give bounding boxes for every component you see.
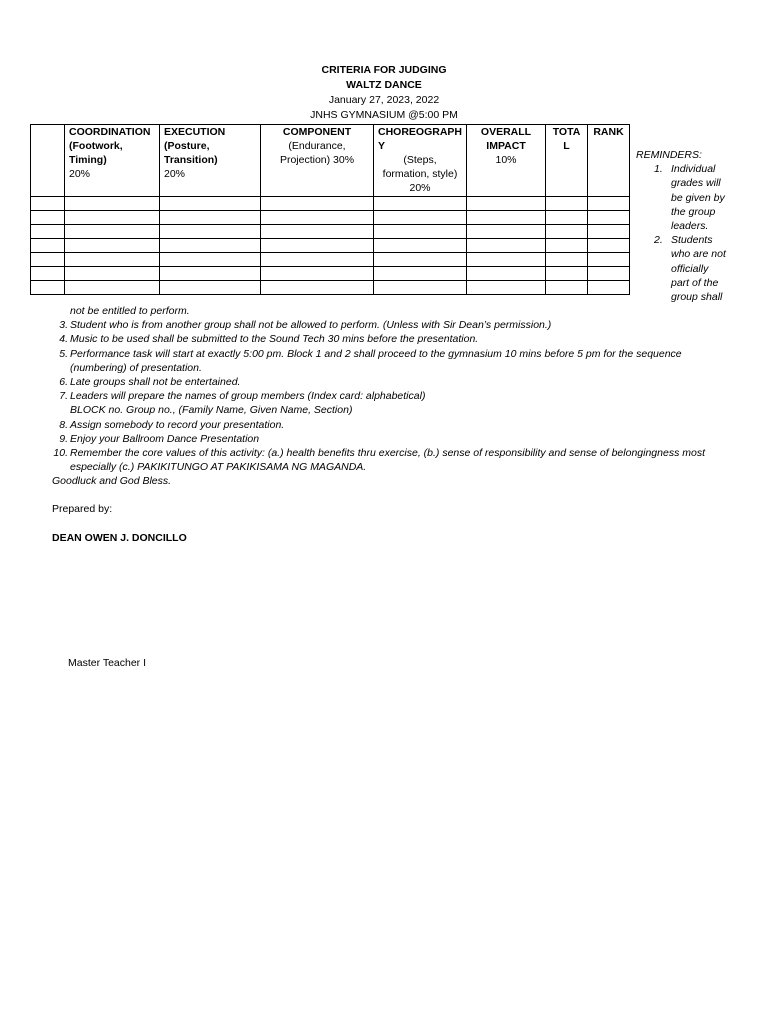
reminder-item-3: 3. Student who is from another group shall not be allowed to perform. (Unless with Sir Dean’s permission.) bbox=[59, 319, 552, 332]
document-subtitle: WALTZ DANCE bbox=[346, 79, 422, 91]
reminders-heading: REMINDERS: bbox=[636, 149, 702, 161]
reminder-item-5: 5. Performance task will start at exactly 5:00 pm. Block 1 and 2 shall proceed to the gymnasium 10 mins before 5 pm for the sequence bbox=[59, 347, 682, 360]
reminder-item-5-continued: (numbering) of presentation. bbox=[70, 361, 202, 374]
table-row bbox=[31, 225, 630, 239]
coordination-column-header: COORDINATION (Footwork, Timing) 20% bbox=[65, 125, 160, 197]
reminder-item-8: 8. Assign somebody to record your presentation. bbox=[59, 418, 285, 431]
choreography-column-header: CHOREOGRAPH Y (Steps, formation, style) 20% bbox=[374, 125, 467, 197]
reminder-item-2: 2. Students who are not officially part of the group shall bbox=[654, 234, 726, 304]
reminders-list bbox=[52, 304, 742, 474]
total-column-header: TOTA L bbox=[546, 125, 588, 197]
reminder-item-7-continued: BLOCK no. Group no., (Family Name, Given Name, Section) bbox=[70, 404, 353, 417]
reminder-item-9: 9. Enjoy your Ballroom Dance Presentation bbox=[59, 432, 260, 445]
reminder-item-10-continued: especially (c.) PAKIKITUNGO AT PAKIKISAMA NG MAGANDA. bbox=[70, 461, 367, 474]
table-header-row bbox=[31, 125, 630, 197]
reminder-item-1: 1. Individual grades will be given by the group leaders. bbox=[654, 163, 725, 233]
document-header bbox=[0, 63, 768, 123]
group-column-header bbox=[31, 125, 65, 197]
preparer-title: Master Teacher I bbox=[68, 657, 147, 669]
execution-column-header: EXECUTION (Posture, Transition) 20% bbox=[160, 125, 261, 197]
table-row bbox=[31, 239, 630, 253]
closing-message: Goodluck and God Bless. bbox=[52, 475, 172, 487]
judging-criteria-table bbox=[30, 124, 630, 295]
preparer-name: DEAN OWEN J. DONCILLO bbox=[52, 532, 187, 544]
table-row bbox=[31, 253, 630, 267]
reminder-item-6: 6. Late groups shall not be entertained. bbox=[59, 376, 241, 389]
event-venue: JNHS GYMNASIUM @5:00 PM bbox=[310, 109, 458, 121]
rank-column-header: RANK bbox=[588, 125, 630, 197]
reminder-item-7: 7. Leaders will prepare the names of group members (Index card: alphabetical) bbox=[59, 390, 426, 403]
document-title: CRITERIA FOR JUDGING bbox=[321, 64, 447, 76]
table-row bbox=[31, 267, 630, 281]
component-column-header: COMPONENT (Endurance, Projection) 30% bbox=[261, 125, 374, 197]
overall-impact-column-header: OVERALL IMPACT 10% bbox=[467, 125, 546, 197]
prepared-by-label: Prepared by: bbox=[52, 503, 113, 515]
reminder-item-2-continued: not be entitled to perform. bbox=[70, 305, 190, 317]
reminders-sidebar bbox=[636, 148, 746, 304]
table-row bbox=[31, 211, 630, 225]
reminder-item-10: 10. Remember the core values of this activity: (a.) health benefits thru exercise, (b.) sense of responsibility and sense of belongingness most bbox=[53, 447, 705, 460]
table-row bbox=[31, 197, 630, 211]
reminder-item-4: 4. Music to be used shall be submitted to the Sound Tech 30 mins before the presentation. bbox=[59, 333, 479, 346]
event-date: January 27, 2023, 2022 bbox=[328, 94, 440, 106]
table-row bbox=[31, 281, 630, 295]
